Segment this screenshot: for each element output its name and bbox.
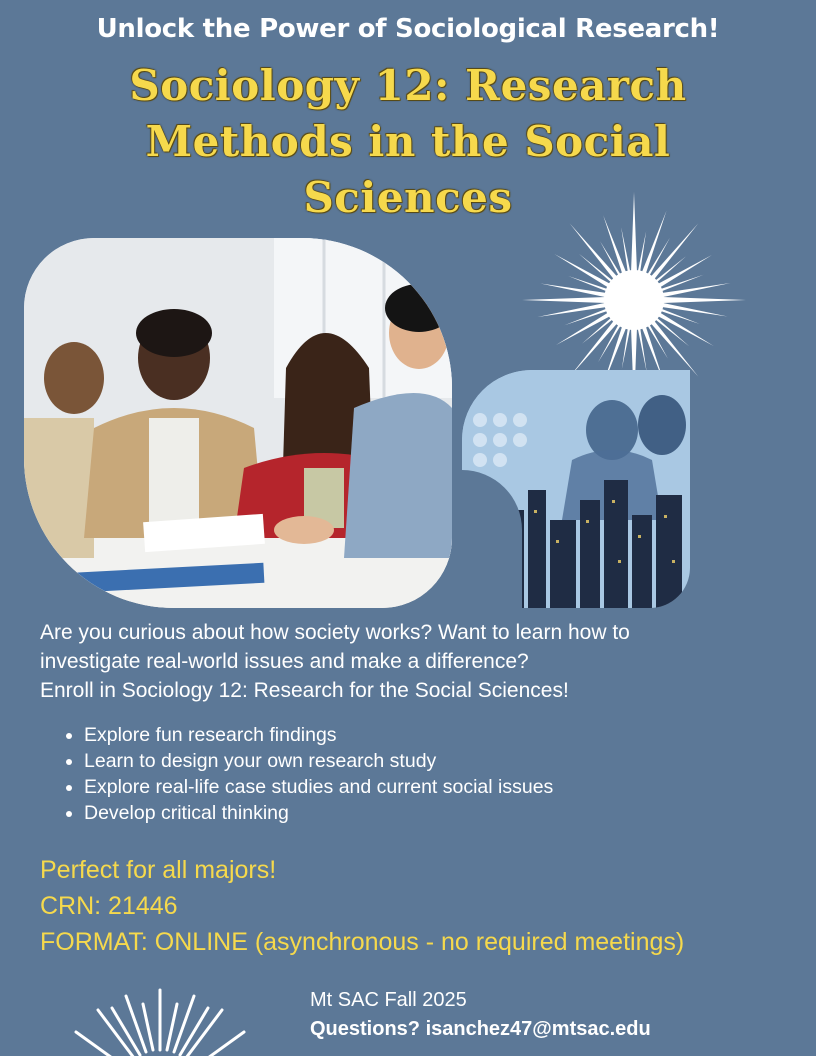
feature-list (62, 722, 553, 826)
intro-line-2: investigate real-world issues and make a difference? (40, 650, 529, 673)
list-item: • Develop critical thinking (84, 800, 553, 826)
intro-line-3: Enroll in Sociology 12: Research for the Social Sciences! (40, 679, 569, 702)
course-title-line-2: Methods in the Social (145, 117, 671, 166)
course-format: FORMAT: ONLINE (asynchronous - no required meetings) (40, 928, 685, 956)
footer (310, 986, 651, 1044)
list-item: • Learn to design your own research study (84, 748, 553, 774)
students-studying-photo (24, 238, 452, 608)
tagline: Unlock the Power of Sociological Research! (96, 14, 720, 44)
course-title-line-1: Sociology 12: Research (129, 61, 687, 110)
majors-note: Perfect for all majors! (40, 856, 277, 884)
list-item: • Explore real-life case studies and current social issues (84, 774, 553, 800)
crn-number: CRN: 21446 (40, 892, 178, 920)
intro-line-1: Are you curious about how society works? Want to learn how to (40, 621, 630, 644)
course-details (40, 852, 810, 960)
list-item: • Explore fun research findings (84, 722, 553, 748)
sunburst-bottom-icon (40, 980, 280, 1056)
term-label: Mt SAC Fall 2025 (310, 989, 467, 1011)
course-title-line-3: Sciences (303, 173, 513, 222)
contact-email[interactable]: Questions? isanchez47@mtsac.edu (310, 1018, 651, 1040)
intro-text (40, 618, 790, 705)
